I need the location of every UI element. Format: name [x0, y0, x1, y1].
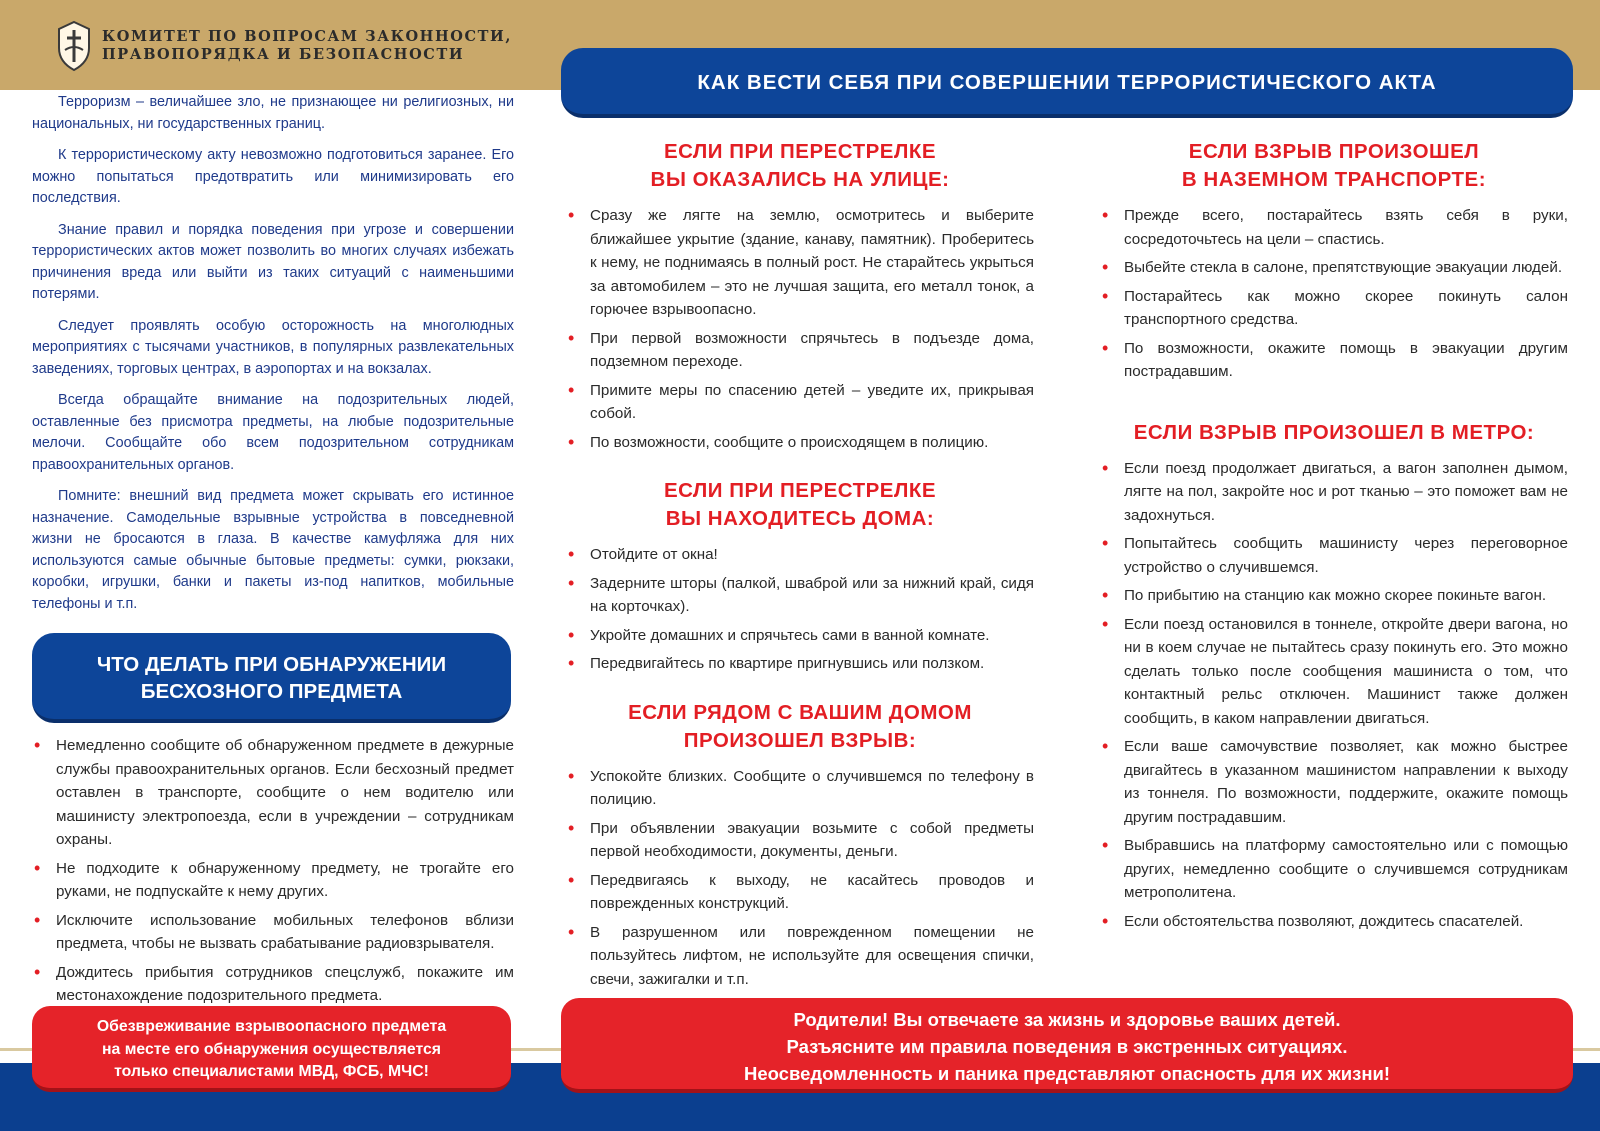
list-item: • Успокойте близких. Сообщите о случившемся по телефону в полицию. [566, 765, 1034, 812]
committee-header [56, 20, 512, 72]
list-item: • Немедленно сообщите об обнаруженном предмете в дежурные службы правоохранительных органов. Если бесхозный предмет оставлен в транспорте, сообщите о нем водителю или машинисту электропоезда, если в учреждении – сотрудникам охраны. [32, 734, 514, 852]
intro-paragraph: К террористическому акту невозможно подготовиться заранее. Его можно попытаться предотвратить или минимизировать его последствия. [32, 147, 514, 206]
list-item: • Исключите использование мобильных телефонов вблизи предмета, чтобы не вызвать срабатывание радиовзрывателя. [32, 909, 514, 956]
home-list [566, 543, 1034, 676]
list-item: • Попытайтесь сообщить машинисту через переговорное устройство о случившемся. [1100, 532, 1568, 579]
section-title-line: ВЫ ОКАЗАЛИСЬ НА УЛИЦЕ: [650, 168, 950, 191]
list-item: • Укройте домашних и спрячьтесь сами в ванной комнате. [566, 624, 1034, 648]
transport-list [1100, 204, 1568, 384]
middle-column [566, 138, 1034, 996]
main-title-banner: КАК ВЕСТИ СЕБЯ ПРИ СОВЕРШЕНИИ ТЕРРОРИСТИЧЕСКОГО АКТА [561, 48, 1573, 118]
transport-section-title [1100, 138, 1568, 194]
near-home-list [566, 765, 1034, 992]
list-item: • Не подходите к обнаруженному предмету, не трогайте его руками, не подпускайте к нему других. [32, 857, 514, 904]
list-item: • Передвигайтесь по квартире пригнувшись или ползком. [566, 652, 1034, 676]
list-item: • Задерните шторы (палкой, шваброй или за нижний край, сидя на корточках). [566, 572, 1034, 619]
street-section-title [566, 138, 1034, 194]
list-item: • В разрушенном или поврежденном помещении не пользуйтесь лифтом, не используйте для освещения спички, свечи, зажигалки и т.п. [566, 921, 1034, 992]
section-title-line: ЕСЛИ РЯДОМ С ВАШИМ ДОМОМ [628, 700, 972, 724]
section-title-line: ПРОИЗОШЕЛ ВЗРЫВ: [683, 728, 917, 752]
warning-line: только специалистами МВД, ФСБ, МЧС! [114, 1063, 429, 1080]
list-item: • По возможности, окажите помощь в эвакуации другим пострадавшим. [1100, 337, 1568, 384]
intro-paragraph: Всегда обращайте внимание на подозрительных людей, оставленные без присмотра предметы, на любые подозрительные мелочи. Сообщайте обо всем подозрительном сотрудникам правоохранительных органов. [32, 392, 514, 473]
near-home-section-title [566, 699, 1034, 755]
home-section-title [566, 477, 1034, 533]
list-item: • Примите меры по спасению детей – уведите их, прикрывая собой. [566, 379, 1034, 426]
banner-line: ЧТО ДЕЛАТЬ ПРИ ОБНАРУЖЕНИИ [96, 653, 447, 676]
section-title-line: ВЫ НАХОДИТЕСЬ ДОМА: [665, 507, 935, 530]
list-item: • По прибытию на станцию как можно скорее покиньте вагон. [1100, 584, 1568, 608]
intro-paragraph: Знание правил и порядка поведения при угрозе и совершении террористических актов может позволить во многих случаях избежать причинения вреда или выйти из таких ситуаций с наименьшими потерями. [32, 221, 514, 302]
warning-line: Обезвреживание взрывоопасного предмета [96, 1018, 447, 1035]
intro-text [32, 92, 514, 625]
warning-line: Родители! Вы отвечаете за жизнь и здоровье ваших детей. [793, 1009, 1341, 1030]
unattended-object-banner [32, 633, 511, 723]
list-item: • Передвигаясь к выходу, не касайтесь проводов и поврежденных конструкций. [566, 869, 1034, 916]
banner-line: БЕСХОЗНОГО ПРЕДМЕТА [140, 680, 403, 703]
intro-paragraph: Помните: внешний вид предмета может скрывать его истинное назначение. Самодельные взрывные устройства в повседневной жизни не бросаются в глаза. В качестве камуфляжа для них используются самые обычные бытовые предметы: сумки, рюкзаки, коробки, игрушки, банки и пакеты из-под напитков, мобильные телефоны и т.п. [32, 488, 514, 612]
list-item: • Если обстоятельства позволяют, дождитесь спасателей. [1100, 910, 1568, 934]
section-title-line: ЕСЛИ ВЗРЫВ ПРОИЗОШЕЛ [1188, 140, 1480, 163]
list-item: • Постарайтесь как можно скорее покинуть салон транспортного средства. [1100, 285, 1568, 332]
warning-line: на месте его обнаружения осуществляется [102, 1040, 441, 1058]
section-title-line: В НАЗЕМНОМ ТРАНСПОРТЕ: [1181, 168, 1487, 191]
list-item: • При первой возможности спрячьтесь в подъезде дома, подземном переходе. [566, 327, 1034, 374]
parents-warning [561, 998, 1573, 1093]
metro-list [1100, 457, 1568, 934]
list-item: • Выбравшись на платформу самостоятельно или с помощью других, немедленно сообщите о случившемся сотрудникам метрополитена. [1100, 834, 1568, 905]
list-item: • По возможности, сообщите о происходящем в полицию. [566, 431, 1034, 455]
unattended-object-list [32, 734, 514, 1013]
list-item: • Если ваше самочувствие позволяет, как можно быстрее двигайтесь в указанном машинистом направлении к выходу из тоннеля. По возможности, поддержите, окажите помощь другим пострадавшим. [1100, 735, 1568, 829]
committee-line-1: КОМИТЕТ ПО ВОПРОСАМ ЗАКОННОСТИ, [102, 28, 512, 45]
street-list [566, 204, 1034, 454]
intro-paragraph: Терроризм – величайшее зло, не признающее ни религиозных, ни национальных, ни государственных границ. [32, 94, 514, 132]
list-item: • Дождитесь прибытия сотрудников спецслужб, покажите им местонахождение подозрительного предмета. [32, 961, 514, 1008]
intro-paragraph: Следует проявлять особую осторожность на многолюдных мероприятиях с тысячами участников, в популярных развлекательных заведениях, торговых центрах, в аэропортах и на вокзалах. [32, 317, 514, 377]
section-title-line: ЕСЛИ ПРИ ПЕРЕСТРЕЛКЕ [663, 479, 937, 502]
list-item: • Прежде всего, постарайтесь взять себя в руки, сосредоточьтесь на цели – спастись. [1100, 204, 1568, 251]
list-item: • Отойдите от окна! [566, 543, 1034, 567]
metro-section-title: ЕСЛИ ВЗРЫВ ПРОИЗОШЕЛ В МЕТРО: [1133, 420, 1535, 444]
specialists-warning [32, 1006, 511, 1092]
section-title-line: ЕСЛИ ПРИ ПЕРЕСТРЕЛКЕ [663, 140, 937, 163]
warning-line: Неосведомленность и паника представляют опасность для их жизни! [743, 1063, 1391, 1084]
list-item: • Если поезд остановился в тоннеле, откройте двери вагона, но ни в коем случае не пытайтесь сразу покинуть его. Это можно сделать только после сообщения машиниста о том, что контактный рельс отключен. Машинист также должен сообщить, в каком направлении двигаться. [1100, 613, 1568, 731]
warning-line: Разъясните им правила поведения в экстренных ситуациях. [786, 1036, 1348, 1057]
committee-name [102, 28, 512, 64]
right-column [1100, 138, 1568, 938]
shield-emblem-icon [56, 20, 92, 72]
list-item: • Если поезд продолжает двигаться, а вагон заполнен дымом, лягте на пол, закройте нос и рот тканью – это поможет вам не задохнуться. [1100, 457, 1568, 528]
list-item: • Выбейте стекла в салоне, препятствующие эвакуации людей. [1100, 256, 1568, 280]
list-item: • При объявлении эвакуации возьмите с собой предметы первой необходимости, документы, деньги. [566, 817, 1034, 864]
committee-line-2: ПРАВОПОРЯДКА И БЕЗОПАСНОСТИ [102, 46, 465, 63]
list-item: • Сразу же лягте на землю, осмотритесь и выберите ближайшее укрытие (здание, канаву, памятник). Проберитесь к нему, не поднимаясь в полный рост. Не старайтесь укрыться за автомобилем – это не лучшая защита, его металл тонок, а горючее взрывоопасно. [566, 204, 1034, 322]
